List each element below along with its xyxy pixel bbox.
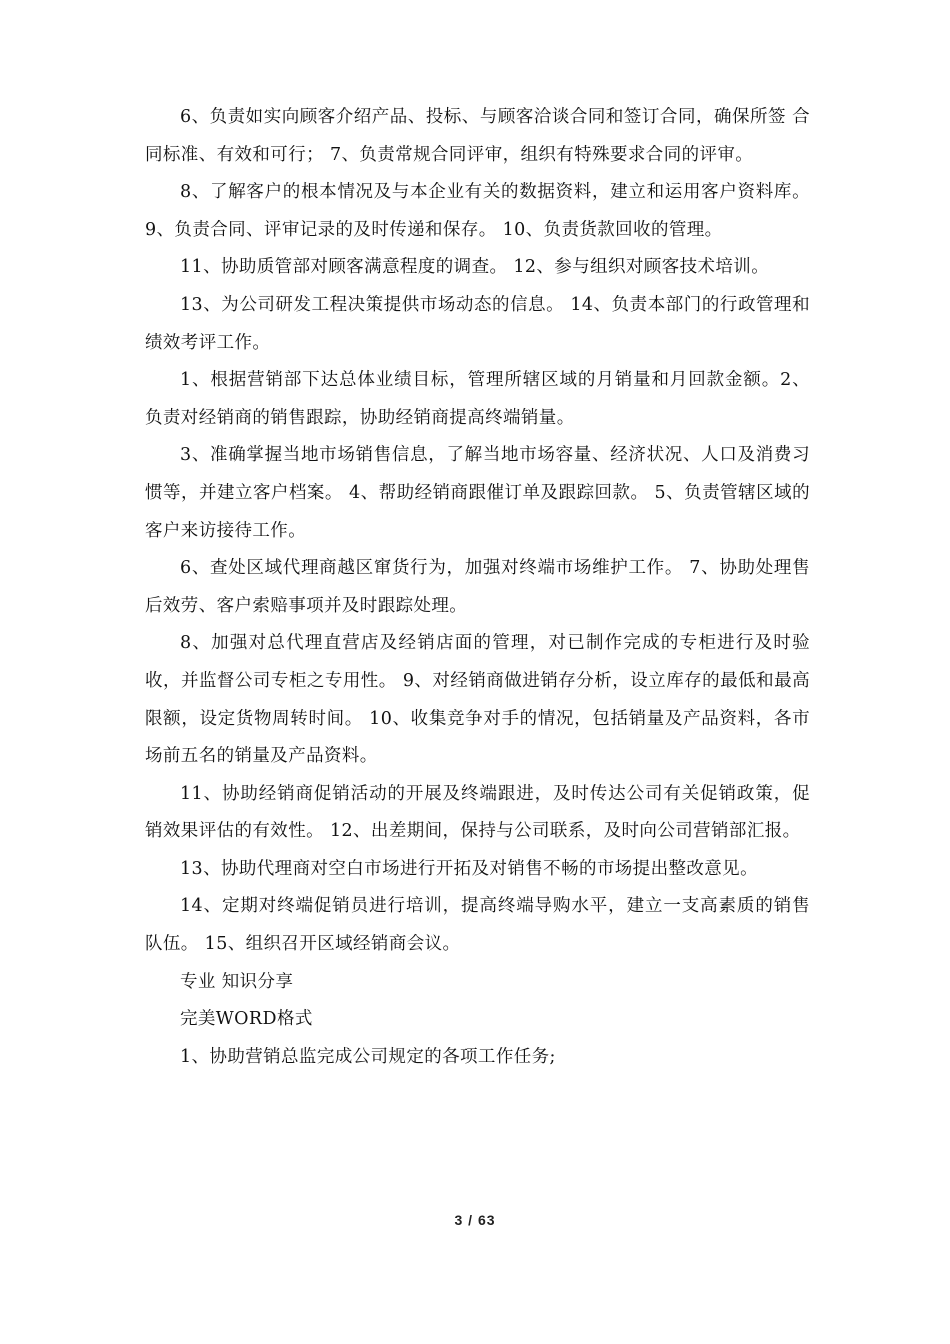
paragraph-3: 11、协助质管部对顾客满意程度的调查。 12、参与组织对顾客技术培训。 xyxy=(180,257,770,278)
paragraph-7: 6、查处区域代理商越区窜货行为，加强对终端市场维护工作。 7、协助处理售后效劳、客户索赔事项并及时跟踪处理。 xyxy=(145,558,810,616)
paragraph-8: 8、加强对总代理直营店及经销店面的管理，对已制作完成的专柜进行及时验收，并监督公司专柜之专用性。 9、对经销商做进销存分析，设立库存的最低和最高限额，设定货物周转时间。 10、收集竞争对手的情况，包括销量及产品资料，各市场前五名的销量及产品资料。 xyxy=(145,633,810,767)
watermark-line-2: 完美WORD格式 xyxy=(180,1009,313,1030)
paragraph-6: 3、准确掌握当地市场销售信息，了解当地市场容量、经济状况、人口及消费习惯等，并建立客户档案。 4、帮助经销商跟催订单及跟踪回款。 5、负责管辖区域的客户来访接待工作。 xyxy=(145,445,810,541)
paragraph-9: 11、协助经销商促销活动的开展及终端跟进，及时传达公司有关促销政策，促销效果评估的有效性。 12、出差期间，保持与公司联系，及时向公司营销部汇报。 xyxy=(145,783,810,842)
paragraph-12: 1、协助营销总监完成公司规定的各项工作任务; xyxy=(180,1046,556,1067)
document-body xyxy=(145,99,810,1076)
paragraph-2: 8、了解客户的根本情况及与本企业有关的数据资料，建立和运用客户资料库。 9、负责合同、评审记录的及时传递和保存。 10、负责货款回收的管理。 xyxy=(145,182,810,240)
paragraph-5: 1、根据营销部下达总体业绩目标，管理所辖区域的月销量和月回款金额。2、负责对经销商的销售跟踪，协助经销商提高终端销量。 xyxy=(145,370,810,428)
paragraph-1: 6、负责如实向顾客介绍产品、投标、与顾客洽谈合同和签订合同，确保所签 合同标准、有效和可行； 7、负责常规合同评审，组织有特殊要求合同的评审。 xyxy=(145,107,810,165)
paragraph-10: 13、协助代理商对空白市场进行开拓及对销售不畅的市场提出整改意见。 xyxy=(180,858,758,879)
page-number: 3 / 63 xyxy=(454,1212,496,1228)
paragraph-4: 13、为公司研发工程决策提供市场动态的信息。 14、负责本部门的行政管理和绩效考评工作。 xyxy=(145,294,810,353)
watermark-line-1: 专业 知识分享 xyxy=(180,971,294,992)
paragraph-11: 14、定期对终端促销员进行培训，提高终端导购水平，建立一支高素质的销售队伍。 15、组织召开区域经销商会议。 xyxy=(145,896,810,955)
